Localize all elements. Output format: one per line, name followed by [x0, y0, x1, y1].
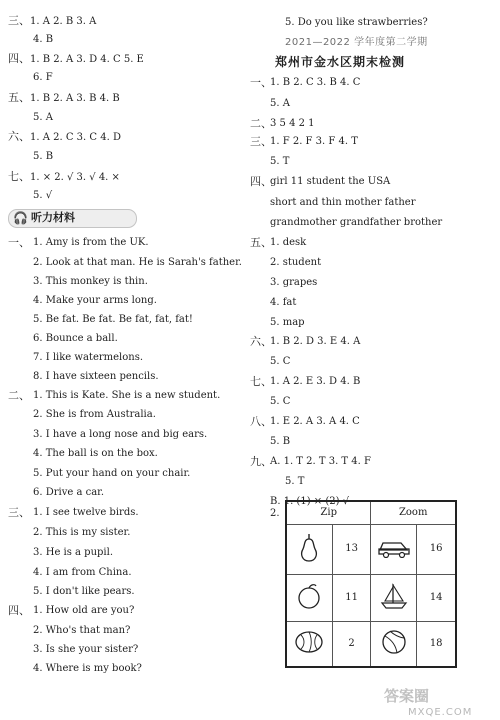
table-header-zip: Zip: [286, 501, 371, 525]
answer-line: 1. F 2. F 3. F 4. T: [270, 136, 358, 147]
answer-line: A. 1. T 2. T 3. T 4. F: [270, 456, 371, 467]
exam-year-subtitle: 2021—2022 学年度第二学期: [285, 37, 428, 48]
section-label: 三、: [8, 506, 30, 519]
exam-title: 郑州市金水区期末检测: [275, 55, 406, 69]
listening-line: 2. Who's that man?: [33, 625, 131, 636]
answer-line: 5. √: [33, 190, 53, 201]
section-label: 七、: [250, 375, 272, 388]
listening-title: 听力材料: [31, 211, 75, 224]
listening-line: 7. I like watermelons.: [33, 352, 144, 363]
zip-zoom-table: [285, 500, 457, 668]
listening-line: 6. Drive a car.: [33, 487, 105, 498]
answer-line: 1. A 2. C 3. C 4. D: [30, 132, 121, 143]
answer-line: 1. desk: [270, 237, 307, 248]
table-cell: 18: [417, 622, 456, 667]
section-label: 四、: [8, 52, 30, 65]
section-label: 七、: [8, 170, 30, 183]
answer-line: 2. student: [270, 257, 322, 268]
answer-line: 1. B 2. D 3. E 4. A: [270, 336, 361, 347]
listening-line: 1. Amy is from the UK.: [33, 237, 149, 248]
table-cell: 13: [332, 525, 371, 575]
section-label: 九、: [250, 455, 272, 468]
answer-line: 5. A: [33, 112, 53, 123]
listening-line: 3. This monkey is thin.: [33, 276, 148, 287]
watermark-logo: 答案圈: [384, 687, 430, 705]
section-label: 四、: [8, 604, 30, 617]
table-cell: 2: [332, 622, 371, 667]
listening-line: 2. Look at that man. He is Sarah's father.: [33, 257, 242, 268]
table-header-zoom: Zoom: [371, 501, 456, 525]
pear-icon: [296, 531, 322, 563]
answer-section-5: [8, 91, 120, 106]
listening-line: 3. He is a pupil.: [33, 547, 114, 558]
listening-line: 5. Be fat. Be fat. Be fat, fat, fat!: [33, 314, 193, 325]
section-label: 四、: [250, 175, 272, 188]
section-label: 一、: [8, 236, 30, 249]
section-label: 一、: [250, 76, 272, 89]
listening-line: 4. I am from China.: [33, 567, 132, 578]
answer-section-7: [8, 170, 120, 185]
section-label: 五、: [8, 91, 30, 104]
answer-line: 1. A 2. B 3. A: [30, 16, 97, 27]
answer-line: 6. F: [33, 72, 53, 83]
listening-line: 1. I see twelve birds.: [33, 507, 139, 518]
answer-line: 1. B 2. A 3. B 4. B: [30, 93, 120, 104]
watermelon-icon: [293, 629, 325, 655]
answer-line: 5. map: [270, 317, 305, 328]
answer-line: 1. B 2. A 3. D 4. C 5. E: [30, 54, 144, 65]
answer-line: 5. B: [33, 151, 54, 162]
answer-line: 1. × 2. √ 3. √ 4. ×: [30, 172, 120, 183]
answer-line: 2.: [270, 508, 280, 519]
listening-material-header: [8, 209, 137, 228]
boat-icon: [379, 581, 409, 611]
listening-line: 5. Put your hand on your chair.: [33, 468, 191, 479]
listening-line: 1. This is Kate. She is a new student.: [33, 390, 221, 401]
table-cell: 11: [332, 574, 371, 621]
listening-line: 4. The ball is on the box.: [33, 448, 158, 459]
answer-section-3: [8, 14, 96, 29]
section-label: 六、: [8, 130, 30, 143]
listening-line: 4. Make your arms long.: [33, 295, 157, 306]
answer-line: 3. grapes: [270, 277, 318, 288]
answer-section-6: [8, 130, 121, 145]
section-label: 二、: [8, 389, 30, 402]
section-label: 八、: [250, 415, 272, 428]
listening-line: 6. Bounce a ball.: [33, 333, 118, 344]
listening-line: 1. How old are you?: [33, 605, 135, 616]
answer-line: 1. A 2. E 3. D 4. B: [270, 376, 361, 387]
listening-line: 3. I have a long nose and big ears.: [33, 429, 208, 440]
headphones-icon: 🎧: [13, 211, 28, 225]
orange-icon: [296, 582, 322, 610]
answer-line: 5. T: [285, 476, 305, 487]
answer-section-4: [8, 52, 144, 67]
listening-line: 3. Is she your sister?: [33, 644, 139, 655]
answer-line: 1. B 2. C 3. B 4. C: [270, 77, 361, 88]
car-icon: [377, 536, 411, 558]
listening-line: 2. This is my sister.: [33, 527, 131, 538]
listening-line: 8. I have sixteen pencils.: [33, 371, 159, 382]
section-label: 二、: [250, 117, 272, 130]
section-label: 五、: [250, 236, 272, 249]
answer-line: short and thin mother father: [270, 197, 416, 208]
ball-icon: [380, 628, 408, 656]
section-label: 三、: [8, 14, 30, 27]
answer-line: 5. C: [270, 356, 291, 367]
answer-line: 5. A: [270, 98, 290, 109]
answer-line: 3 5 4 2 1: [270, 118, 315, 129]
answer-line: 5. B: [270, 436, 291, 447]
listening-line: 5. Do you like strawberries?: [285, 17, 428, 28]
answer-line: 5. T: [270, 156, 290, 167]
listening-line: 5. I don't like pears.: [33, 586, 135, 597]
answer-line: 4. B: [33, 34, 54, 45]
answer-line: 1. E 2. A 3. A 4. C: [270, 416, 360, 427]
section-label: 六、: [250, 335, 272, 348]
section-label: 三、: [250, 135, 272, 148]
answer-line: girl 11 student the USA: [270, 176, 391, 187]
answer-line: grandmother grandfather brother: [270, 217, 443, 228]
answer-line: B. 1. (1) × (2) √: [270, 496, 350, 507]
listening-line: 2. She is from Australia.: [33, 409, 156, 420]
listening-line: 4. Where is my book?: [33, 663, 142, 674]
answer-line: 5. C: [270, 396, 291, 407]
table-cell: 16: [417, 525, 456, 575]
watermark-url: MXQE.COM: [408, 707, 473, 718]
table-cell: 14: [417, 574, 456, 621]
answer-line: 4. fat: [270, 297, 297, 308]
